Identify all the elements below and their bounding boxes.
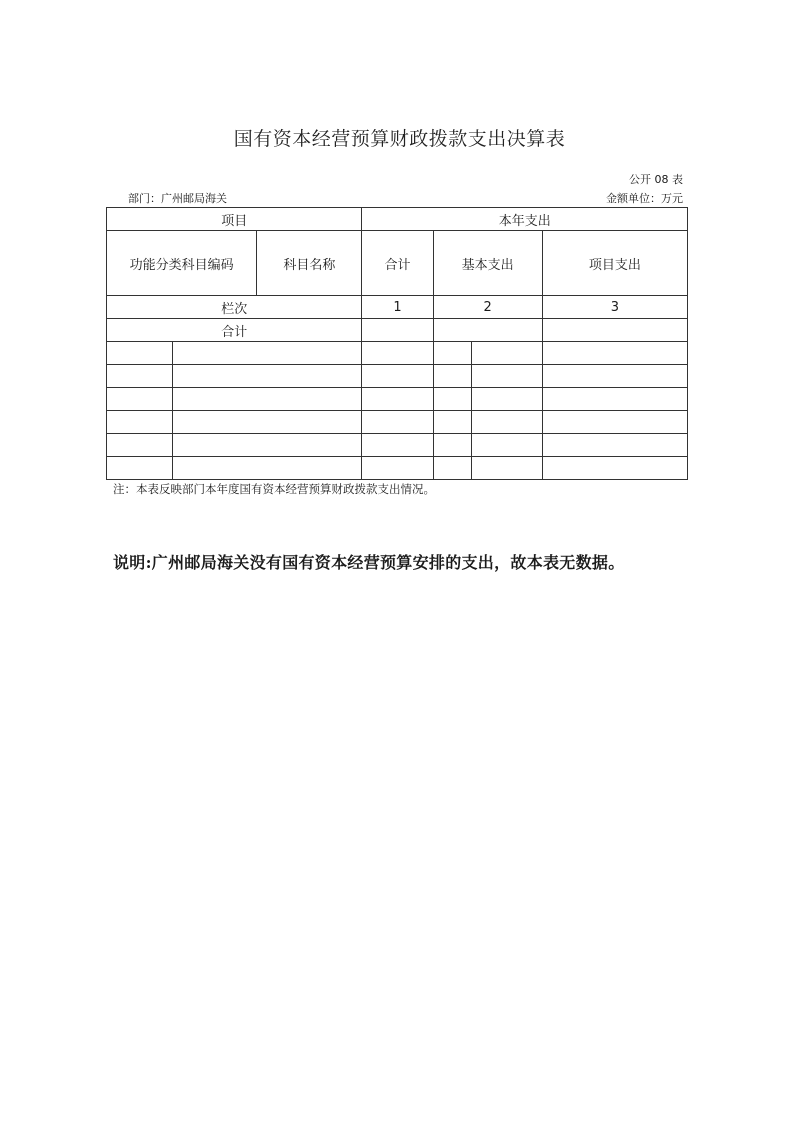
project-cell (542, 342, 687, 365)
name-cell (173, 365, 362, 388)
total-cell (362, 365, 433, 388)
header-item: 项目 (107, 208, 362, 231)
table-note: 注：本表反映部门本年度国有资本经营预算财政拨款支出情况。 (113, 482, 435, 496)
column-number-label: 栏次 (107, 296, 362, 319)
column-basic-header: 基本支出 (433, 231, 542, 296)
total-cell (362, 319, 433, 342)
column-number-2: 2 (433, 296, 542, 319)
table-subheader-row (107, 231, 688, 296)
total-cell (362, 434, 433, 457)
basic-cell-b (471, 365, 542, 388)
table-row (107, 365, 688, 388)
page-title: 国有资本经营预算财政拨款支出决算表 (233, 128, 566, 150)
explanation-text: 说明:广州邮局海关没有国有资本经营预算安排的支出，故本表无数据。 (113, 553, 625, 572)
table-row (107, 388, 688, 411)
basic-cell-a (433, 388, 471, 411)
basic-cell-a (433, 434, 471, 457)
department-label: 部门：广州邮局海关 (128, 192, 227, 205)
column-number-row (107, 296, 688, 319)
name-cell (173, 434, 362, 457)
code-cell (107, 365, 173, 388)
code-cell (107, 434, 173, 457)
column-code-header: 功能分类科目编码 (107, 231, 257, 296)
project-cell (542, 365, 687, 388)
basic-cell-a (433, 342, 471, 365)
amount-unit-label: 金额单位：万元 (606, 192, 683, 205)
name-cell (173, 457, 362, 480)
column-total-header: 合计 (362, 231, 433, 296)
total-basic-cell (433, 319, 542, 342)
column-number-3: 3 (542, 296, 687, 319)
project-cell (542, 388, 687, 411)
total-row (107, 319, 688, 342)
basic-cell-a (433, 457, 471, 480)
column-project-header: 项目支出 (542, 231, 687, 296)
column-number-1: 1 (362, 296, 433, 319)
basic-cell-b (471, 342, 542, 365)
table-header-row (107, 208, 688, 231)
name-cell (173, 411, 362, 434)
code-cell (107, 342, 173, 365)
basic-cell-a (433, 365, 471, 388)
basic-cell-b (471, 434, 542, 457)
basic-cell-a (433, 411, 471, 434)
header-year-expense: 本年支出 (362, 208, 688, 231)
budget-table (106, 207, 688, 480)
code-cell (107, 411, 173, 434)
project-cell (542, 434, 687, 457)
total-cell (362, 411, 433, 434)
total-cell (362, 457, 433, 480)
project-cell (542, 411, 687, 434)
basic-cell-b (471, 388, 542, 411)
total-cell (362, 388, 433, 411)
basic-cell-b (471, 411, 542, 434)
table-row (107, 434, 688, 457)
table-row (107, 342, 688, 365)
name-cell (173, 342, 362, 365)
name-cell (173, 388, 362, 411)
form-number: 公开 08 表 (629, 173, 683, 186)
total-row-label: 合计 (107, 319, 362, 342)
code-cell (107, 457, 173, 480)
basic-cell-b (471, 457, 542, 480)
total-project-cell (542, 319, 687, 342)
table-row (107, 411, 688, 434)
code-cell (107, 388, 173, 411)
table-row (107, 457, 688, 480)
project-cell (542, 457, 687, 480)
total-cell (362, 342, 433, 365)
column-name-header: 科目名称 (257, 231, 362, 296)
